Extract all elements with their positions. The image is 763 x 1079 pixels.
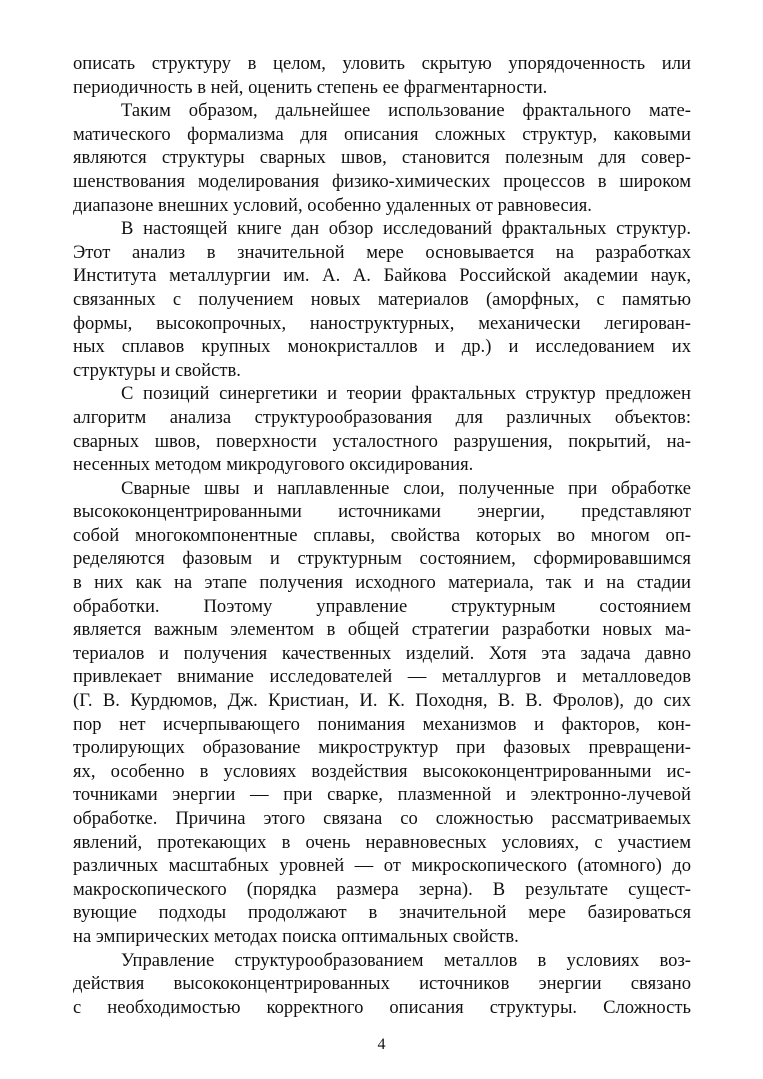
text-line: вующие подходы продолжают в значительной мере базироваться (73, 902, 691, 924)
text-line: В настоящей книге дан обзор исследований фрактальных структур. (121, 218, 691, 240)
text-line: ях, особенно в условиях воздействия высококонцентрированными ис- (73, 760, 691, 782)
text-line: является важным элементом в общей стратегии разработки новых ма- (73, 619, 691, 641)
text-line: тролирующих образование микроструктур при фазовых превращени- (73, 737, 691, 759)
text-line: в них как на этапе получения исходного материала, так и на стадии (73, 572, 691, 594)
text-line: связанных с получением новых материалов (аморфных, с памятью (73, 288, 691, 310)
text-line: С позиций синергетики и теории фрактальных структур предложен (121, 383, 691, 405)
text-line: Сварные швы и наплавленные слои, полученные при обработке (121, 477, 691, 499)
text-line: ределяются фазовым и структурным состоянием, сформировавшимся (73, 548, 691, 570)
text-line: структуры и свойств. (73, 359, 241, 381)
text-line: высококонцентрированными источниками энергии, представляют (73, 501, 691, 523)
text-line: диапазоне внешних условий, особенно удаленных от равновесия. (73, 194, 592, 216)
text-line: несенных методом микродугового оксидирования. (73, 454, 474, 476)
text-line: точниками энергии — при сварке, плазменной и электронно-лучевой (73, 784, 691, 806)
text-line: алгоритм анализа структурообразования для различных объектов: (73, 406, 691, 428)
text-line: Этот анализ в значительной мере основывается на разработках (73, 241, 691, 263)
text-line: обработки. Поэтому управление структурным состоянием (73, 595, 691, 617)
text-line: на эмпирических методах поиска оптимальных свойств. (73, 925, 519, 947)
text-line: Управление структурообразованием металлов в условиях воз- (121, 949, 691, 971)
page-body (73, 52, 691, 1019)
page-number: 4 (377, 1036, 386, 1053)
text-line: шенствования моделирования физико-химических процессов в широком (73, 170, 691, 192)
text-line: макроскопического (порядка размера зерна). В результате сущест- (73, 878, 691, 900)
text-line: явлений, протекающих в очень неравновесных условиях, с участием (73, 831, 691, 853)
text-line: Института металлургии им. А. А. Байкова Российской академии наук, (73, 265, 691, 287)
text-line: Таким образом, дальнейшее использование фрактального мате- (121, 100, 691, 122)
text-line: являются структуры сварных швов, становится полезным для совер- (73, 147, 691, 169)
text-line: ных сплавов крупных монокристаллов и др.) и исследованием их (73, 336, 691, 358)
text-line: (Г. В. Курдюмов, Дж. Кристиан, И. К. Походня, В. В. Фролов), до сих (73, 690, 691, 712)
text-line: формы, высокопрочных, наноструктурных, механически легирован- (73, 312, 691, 334)
text-line: сварных швов, поверхности усталостного разрушения, покрытий, на- (73, 430, 691, 452)
text-line: териалов и получения качественных изделий. Хотя эта задача давно (73, 642, 691, 664)
text-line: различных масштабных уровней — от микроскопического (атомного) до (73, 855, 691, 877)
text-line: с необходимостью корректного описания структуры. Сложность (73, 996, 691, 1018)
text-line: действия высококонцентрированных источников энергии связано (73, 973, 691, 995)
text-line: пор нет исчерпывающего понимания механизмов и факторов, кон- (73, 713, 691, 735)
text-line: описать структуру в целом, уловить скрытую упорядоченность или (73, 53, 691, 74)
text-line: обработке. Причина этого связана со сложностью рассматриваемых (73, 808, 691, 829)
text-line: собой многокомпонентные сплавы, свойства которых во многом оп- (73, 524, 691, 546)
text-line: матического формализма для описания сложных структур, каковыми (73, 123, 691, 145)
text-line: периодичность в ней, оценить степень ее фрагментарности. (73, 76, 548, 98)
text-line: привлекает внимание исследователей — металлургов и металловедов (73, 666, 691, 688)
